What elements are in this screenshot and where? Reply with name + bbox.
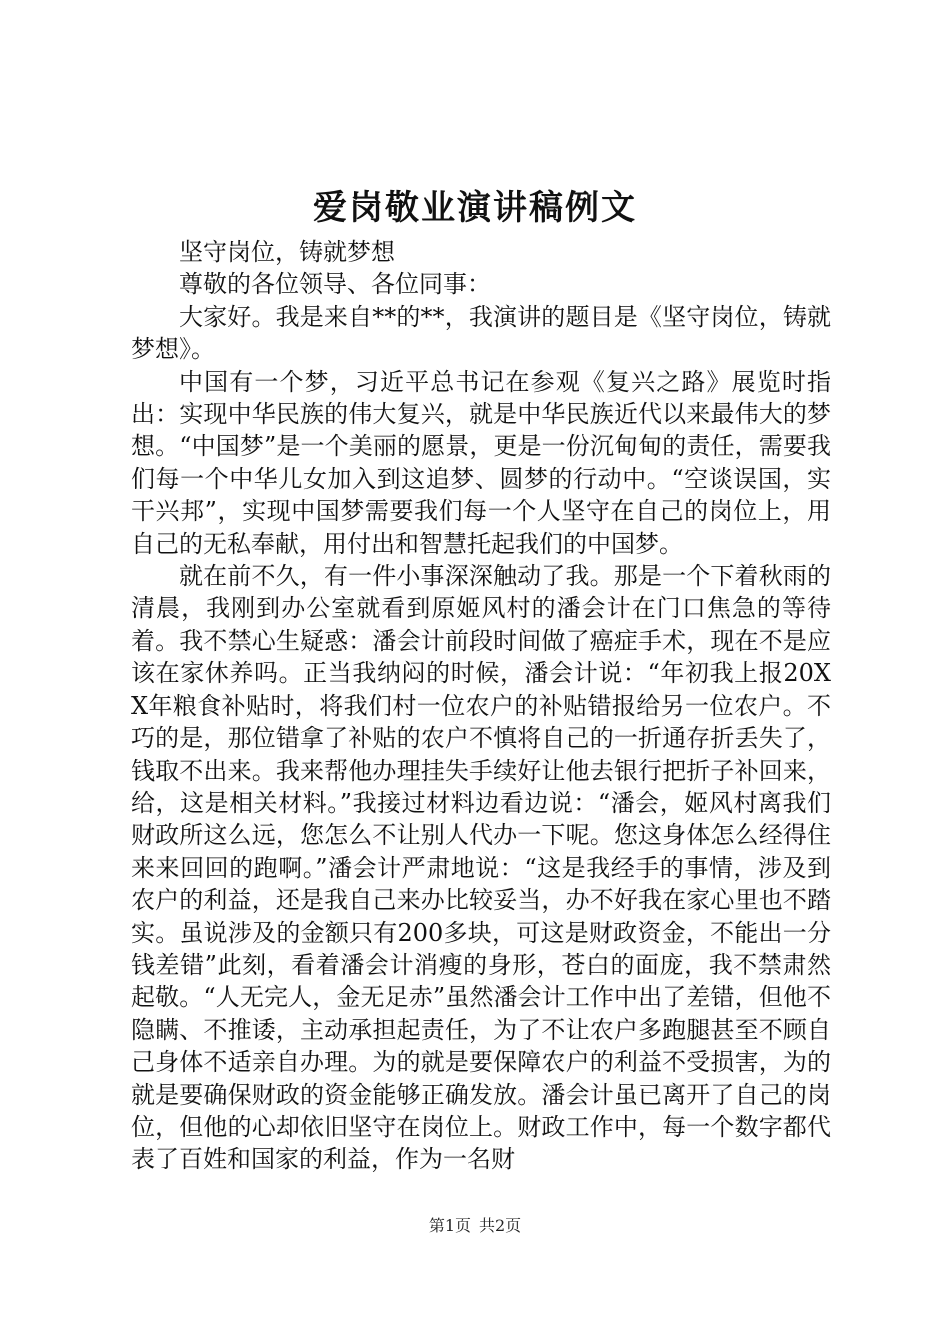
page-total: 共2页 xyxy=(479,1216,522,1235)
document-title: 爱岗敬业演讲稿例文 xyxy=(313,188,637,228)
body-paragraph: 中国有一个梦，习近平总书记在参观《复兴之路》展览时指出：实现中华民族的伟大复兴，就是中华民族近代以来最伟大的梦想。“中国梦”是一个美丽的愿景，更是一份沉甸甸的责任，需要我们每一个中华儿女加入到这追梦、圆梦的行动中。“空谈误国，实干兴邦”，实现中国梦需要我们每一个人坚守在自己的岗位上，用自己的无私奉献，用付出和智慧托起我们的中国梦。 xyxy=(131,367,831,558)
document-body xyxy=(131,236,831,1176)
body-paragraph: 就在前不久，有一件小事深深触动了我。那是一个下着秋雨的清晨，我刚到办公室就看到原姬风村的潘会计在门口焦急的等待着。我不禁心生疑惑：潘会计前段时间做了癌症手术，现在不是应该在家休养吗。正当我纳闷的时候，潘会计说：“年初我上报20XX年粮食补贴时，将我们村一位农户的补贴错报给另一位农户。不巧的是，那位错拿了补贴的农户不慎将自己的一折通存折丢失了，钱取不出来。我来帮他办理挂失手续好让他去银行把折子补回来，给，这是相关材料。”我接过材料边看边说：“潘会，姬风村离我们财政所这么远，您怎么不让别人代办一下呢。您这身体怎么经得住来来回回的跑啊。”潘会计严肃地说：“这是我经手的事情，涉及到农户的利益，还是我自己来办比较妥当，办不好我在家心里也不踏实。虽说涉及的金额只有200多块，可这是财政资金，不能出一分钱差错”此刻，看着潘会计消瘦的身形，苍白的面庞，我不禁肃然起敬。“人无完人，金无足赤”虽然潘会计工作中出了差错，但他不隐瞒、不推诿，主动承担起责任，为了不让农户多跑腿甚至不顾自己身体不适亲自办理。为的就是要保障农户的利益不受损害，为的就是要确保财政的资金能够正确发放。潘会计虽已离开了自己的岗位，但他的心却依旧坚守在岗位上。财政工作中，每一个数字都代表了百姓和国家的利益，作为一名财 xyxy=(131,562,831,1174)
salutation-paragraph: 尊敬的各位领导、各位同事： xyxy=(179,270,491,299)
greeting-paragraph: 大家好。我是来自**的**，我演讲的题目是《坚守岗位，铸就梦想》。 xyxy=(131,302,831,364)
subtitle-paragraph: 坚守岗位，铸就梦想 xyxy=(179,238,395,266)
page-number: 第1页 xyxy=(428,1216,471,1235)
page-footer xyxy=(0,1215,950,1237)
